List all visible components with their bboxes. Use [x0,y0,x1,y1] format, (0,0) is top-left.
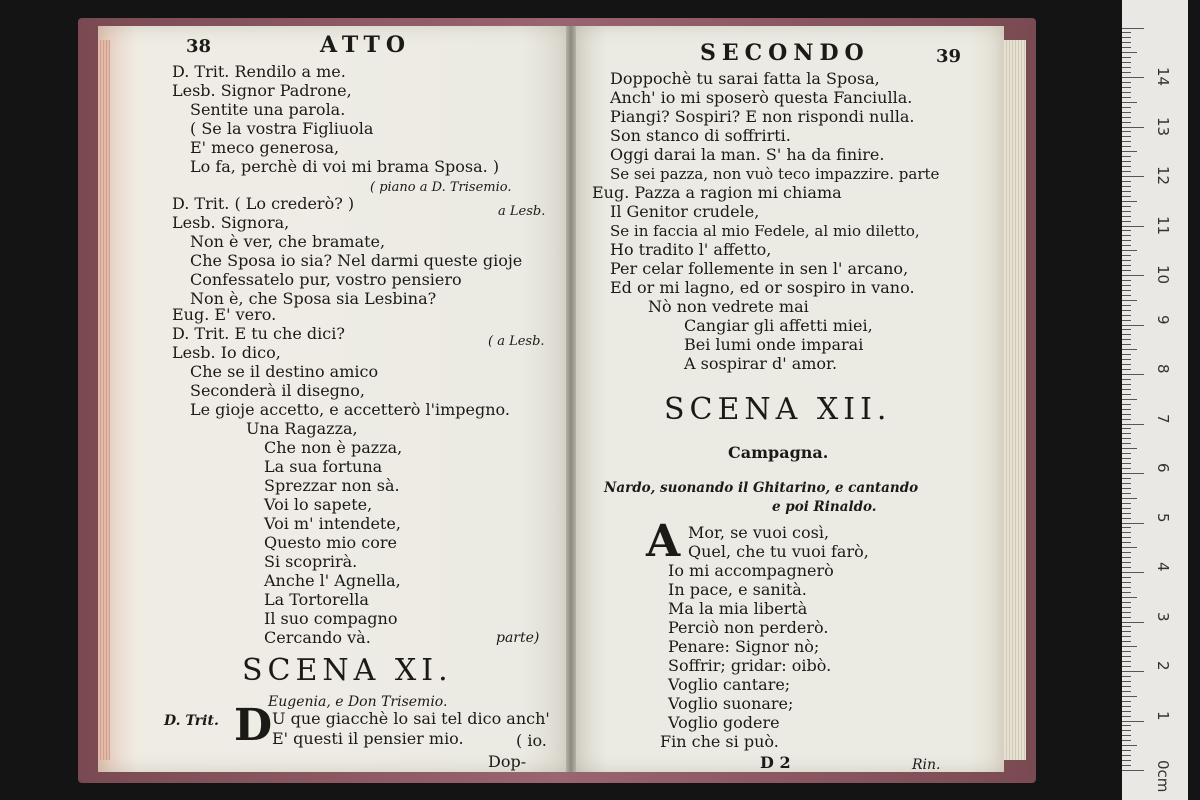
scene-setting: Campagna. [728,443,829,462]
ruler-tick [1122,325,1144,326]
ruler-tick [1122,532,1131,533]
ruler-label: 13 [1154,116,1172,136]
ruler-tick [1122,146,1131,147]
ruler-tick [1122,300,1137,301]
ruler-tick [1122,681,1131,682]
left-running-header: ATTO [320,32,411,58]
left-page-edge [98,40,110,760]
ruler-tick [1122,473,1144,474]
ruler-tick [1122,463,1131,464]
verse-line: Bei lumi onde imparai [684,335,864,354]
verse-line: Cangiar gli affetti miei, [684,316,873,335]
ruler-tick [1122,320,1131,321]
ruler-tick [1122,498,1137,499]
ruler-tick [1122,448,1137,449]
text-line: Lesb. Io dico, [172,343,281,362]
ruler-tick [1122,334,1131,335]
ruler-tick [1122,166,1131,167]
ruler-tick [1122,270,1131,271]
ruler-tick [1122,409,1131,410]
ruler-tick [1122,374,1144,375]
ruler-tick [1122,32,1131,33]
drop-cap: A [646,516,681,567]
ruler-tick [1122,127,1144,128]
ruler-tick [1122,156,1131,157]
verse-line: Che non è pazza, [264,438,403,457]
ruler-tick [1122,349,1137,350]
ruler-tick [1122,171,1131,172]
ruler-tick [1122,122,1131,123]
ruler-tick [1122,201,1137,202]
ruler-tick [1122,404,1131,405]
verse-line: Nò non vedrete mai [648,297,809,316]
ruler-tick [1122,419,1131,420]
song-line: Voglio cantare; [668,675,791,694]
ruler-tick [1122,523,1144,524]
ruler-tick [1122,359,1131,360]
ruler-tick [1122,542,1131,543]
ruler-tick [1122,424,1144,425]
text-line: Piangi? Sospiri? E non rispondi nulla. [610,107,915,126]
ruler-tick [1122,592,1131,593]
ruler-label: 7 [1154,413,1172,424]
ruler-tick [1122,572,1144,573]
ruler-tick [1122,428,1131,429]
ruler-tick [1122,646,1137,647]
ruler-tick [1122,389,1131,390]
text-line: Seconderà il disegno, [190,381,365,400]
ruler-tick [1122,537,1131,538]
text-line: Confessatelo pur, vostro pensiero [190,270,462,289]
song-line: Ma la mia libertà [668,599,808,618]
ruler-tick [1122,468,1131,469]
ruler-tick [1122,151,1137,152]
ruler-tick [1122,315,1131,316]
ruler-tick [1122,107,1131,108]
ruler-tick [1122,310,1131,311]
ruler-tick [1122,141,1131,142]
song-line: Voglio suonare; [668,694,794,713]
ruler-tick [1122,607,1131,608]
ruler-tick [1122,181,1131,182]
ruler-tick [1122,597,1137,598]
ruler-tick [1122,443,1131,444]
ruler-tick [1122,394,1131,395]
text-line: Lesb. Signora, [172,213,290,232]
ruler-tick [1122,631,1131,632]
ruler-tick [1122,275,1144,276]
ruler-tick [1122,369,1131,370]
ruler-tick [1122,221,1131,222]
ruler-tick [1122,285,1131,286]
ruler-tick [1122,131,1131,132]
text-line: ( io. [516,731,547,750]
ruler-tick [1122,290,1131,291]
ruler-tick [1122,701,1131,702]
right-page-number: 39 [936,46,962,67]
ruler-tick [1122,77,1144,78]
ruler-tick [1122,582,1131,583]
ruler-tick [1122,488,1131,489]
song-line: Perciò non perderò. [668,618,829,637]
ruler-tick [1122,735,1131,736]
song-line: Fin che si può. [660,732,779,751]
text-line: Anch' io mi sposerò questa Fanciulla. [610,88,913,107]
ruler-tick [1122,577,1131,578]
ruler-tick [1122,612,1131,613]
ruler-tick [1122,379,1131,380]
ruler-tick [1122,42,1131,43]
speaker-label: D. Trit. [164,713,219,729]
ruler-tick [1122,438,1131,439]
drop-cap: D [234,700,273,751]
ruler-tick [1122,716,1131,717]
ruler-tick [1122,136,1131,137]
text-line: D. Trit. E tu che dici? [172,324,345,343]
scene-title: SCENA XI. [242,653,453,688]
text-line: Che se il destino amico [190,362,379,381]
ruler-tick [1122,72,1131,73]
ruler-tick [1122,414,1131,415]
ruler-tick [1122,651,1131,652]
text-line: Che Sposa io sia? Nel darmi queste gioje [190,251,523,270]
text-line: D. Trit. ( Lo crederò? ) [172,194,355,213]
ruler-tick [1122,344,1131,345]
ruler-tick [1122,508,1131,509]
ruler-tick [1122,176,1144,177]
ruler-tick [1122,557,1131,558]
verse-line: Voi lo sapete, [264,495,373,514]
ruler-tick [1122,255,1131,256]
ruler-label: 5 [1154,512,1172,523]
ruler-tick [1122,617,1131,618]
text-line: Sentite una parola. [190,100,346,119]
ruler-label: 12 [1154,166,1172,186]
ruler-tick [1122,626,1131,627]
ruler-tick [1122,191,1131,192]
verse-line: Si scoprirà. [264,552,358,571]
song-line: In pace, e sanità. [668,580,807,599]
text-line: Ho tradito l' affetto, [610,240,772,259]
ruler-tick [1122,161,1131,162]
verse-line: Una Ragazza, [246,419,358,438]
ruler-tick [1122,483,1131,484]
text-line: Eug. Pazza a ragion mi chiama [592,183,842,202]
ruler-tick [1122,513,1131,514]
verse-line: A sospirar d' amor. [684,354,838,373]
ruler-tick [1122,339,1131,340]
ruler-label: 4 [1154,562,1172,572]
song-line: Voglio godere [668,713,780,732]
song-line: Mor, se vuoi così, [688,523,830,542]
text-line: Son stanco di soffrirti. [610,126,791,145]
ruler-tick [1122,552,1131,553]
ruler-tick [1122,260,1131,261]
text-line: Doppochè tu sarai fatta la Sposa, [610,69,880,88]
stage-direction: parte) [496,630,540,646]
right-running-header: SECONDO [700,40,870,66]
verse-line: La sua fortuna [264,457,383,476]
ruler-tick [1122,765,1131,766]
ruler-tick [1122,725,1131,726]
ruler-tick [1122,265,1131,266]
ruler-label: 1 [1154,710,1172,721]
ruler-tick [1122,235,1131,236]
ruler-tick [1122,87,1131,88]
ruler-tick [1122,641,1131,642]
ruler-tick [1122,305,1131,306]
ruler-tick [1122,384,1131,385]
ruler-tick [1122,602,1131,603]
ruler-tick [1122,562,1131,563]
ruler-tick [1122,760,1131,761]
ruler-tick [1122,493,1131,494]
ruler-tick [1122,740,1131,741]
stage-direction: Nardo, suonando il Ghitarino, e cantando [604,480,919,496]
ruler-tick [1122,636,1131,637]
text-line: Per celar follemente in sen l' arcano, [610,259,909,278]
ruler-tick [1122,250,1137,251]
ruler-tick [1122,240,1131,241]
song-line: Io mi accompagnerò [668,561,834,580]
ruler-tick [1122,295,1131,296]
ruler-tick [1122,696,1137,697]
ruler-tick [1122,52,1137,53]
text-line: E' questi il pensier mio. [272,729,464,748]
stage-direction: e poi Rinaldo. [772,499,877,515]
ruler-tick [1122,478,1131,479]
ruler-tick [1122,62,1131,63]
ruler-tick [1122,364,1131,365]
ruler-tick [1122,656,1131,657]
ruler-tick [1122,686,1131,687]
text-line: Se sei pazza, non vuò teco impazzire. parte [610,165,940,183]
verse-line: Questo mio core [264,533,397,552]
stage-direction: ( a Lesb. [488,334,545,349]
ruler-tick [1122,102,1137,103]
ruler-tick [1122,67,1131,68]
text-line: Se in faccia al mio Fedele, al mio diletto, [610,222,920,240]
verse-line: Il suo compagno [264,609,398,628]
ruler-tick [1122,750,1131,751]
ruler-tick [1122,671,1144,672]
ruler-tick [1122,770,1144,771]
measuring-ruler [1122,0,1188,800]
text-line: Eug. E' vero. [172,305,277,324]
text-line: D. Trit. Rendilo a me. [172,62,346,81]
verse-line: La Tortorella [264,590,369,609]
stage-direction: ( piano a D. Trisemio. [370,180,512,195]
ruler-tick [1122,186,1131,187]
verse-line: Anche l' Agnella, [264,571,401,590]
ruler-tick [1122,117,1131,118]
ruler-tick [1122,458,1131,459]
ruler-tick [1122,57,1131,58]
ruler-tick [1122,567,1131,568]
ruler-tick [1122,691,1131,692]
verse-line: Voi m' intendete, [264,514,401,533]
ruler-tick [1122,666,1131,667]
left-page-number: 38 [186,36,212,57]
book-gutter [566,26,576,772]
song-line: Quel, che tu vuoi farò, [688,542,869,561]
ruler-tick [1122,706,1131,707]
catchword: Rin. [912,757,941,773]
ruler-label: 11 [1154,215,1172,235]
right-page-edge [1004,40,1026,760]
text-line: Lo fa, perchè di voi mi brama Sposa. ) [190,157,500,176]
ruler-label: 9 [1154,314,1172,325]
scene-title: SCENA XII. [664,392,892,427]
ruler-label: 3 [1154,611,1172,622]
stage-direction: a Lesb. [498,204,546,219]
ruler-tick [1122,399,1137,400]
text-line: Lesb. Signor Padrone, [172,81,352,100]
ruler-label: 10 [1154,265,1172,285]
ruler-tick [1122,587,1131,588]
text-line: Non è ver, che bramate, [190,232,386,251]
ruler-tick [1122,216,1131,217]
ruler-tick [1122,730,1131,731]
text-line: Le gioje accetto, e accetterò l'impegno. [190,400,510,419]
ruler-tick [1122,518,1131,519]
ruler-tick [1122,28,1144,29]
ruler-tick [1122,503,1131,504]
ruler-tick [1122,97,1131,98]
ruler-tick [1122,196,1131,197]
ruler-tick [1122,206,1131,207]
catchword: Dop- [488,752,527,771]
text-line: E' meco generosa, [190,138,340,157]
ruler-tick [1122,230,1131,231]
ruler-label: 14 [1154,67,1172,87]
ruler-tick [1122,47,1131,48]
song-line: Soffrir; gridar: oibò. [668,656,832,675]
ruler-tick [1122,37,1131,38]
ruler-tick [1122,755,1131,756]
text-line: ( Se la vostra Figliuola [190,119,374,138]
ruler-tick [1122,329,1131,330]
text-line: U que giacchè lo sai tel dico anch' [272,709,550,728]
ruler-tick [1122,433,1131,434]
ruler-label: 8 [1154,364,1172,374]
text-line: Il Genitor crudele, [610,202,760,221]
verse-line: Sprezzar non sà. [264,476,400,495]
song-line: Penare: Signor nò; [668,637,820,656]
text-line: Oggi darai la man. S' ha da finire. [610,145,885,164]
ruler-tick [1122,721,1144,722]
ruler-tick [1122,547,1137,548]
ruler-tick [1122,354,1131,355]
ruler-tick [1122,211,1131,212]
ruler-tick [1122,622,1144,623]
ruler-tick [1122,711,1131,712]
ruler-tick [1122,226,1144,227]
verse-line: Cercando và. [264,628,371,647]
ruler-label: 2 [1154,661,1172,671]
text-line: Ed or mi lagno, ed or sospiro in vano. [610,278,915,297]
ruler-tick [1122,745,1137,746]
ruler-label: 6 [1154,463,1172,473]
ruler-tick [1122,280,1131,281]
scene-characters: Eugenia, e Don Trisemio. [268,694,448,710]
ruler-tick [1122,676,1131,677]
ruler-tick [1122,453,1131,454]
ruler-tick [1122,92,1131,93]
signature-mark: D 2 [760,753,791,772]
ruler-tick [1122,245,1131,246]
ruler-tick [1122,661,1131,662]
ruler-tick [1122,112,1131,113]
ruler-tick [1122,82,1131,83]
ruler-label: 0cm [1154,760,1172,793]
ruler-tick [1122,527,1131,528]
text-line: Non è, che Sposa sia Lesbina? [190,289,437,308]
